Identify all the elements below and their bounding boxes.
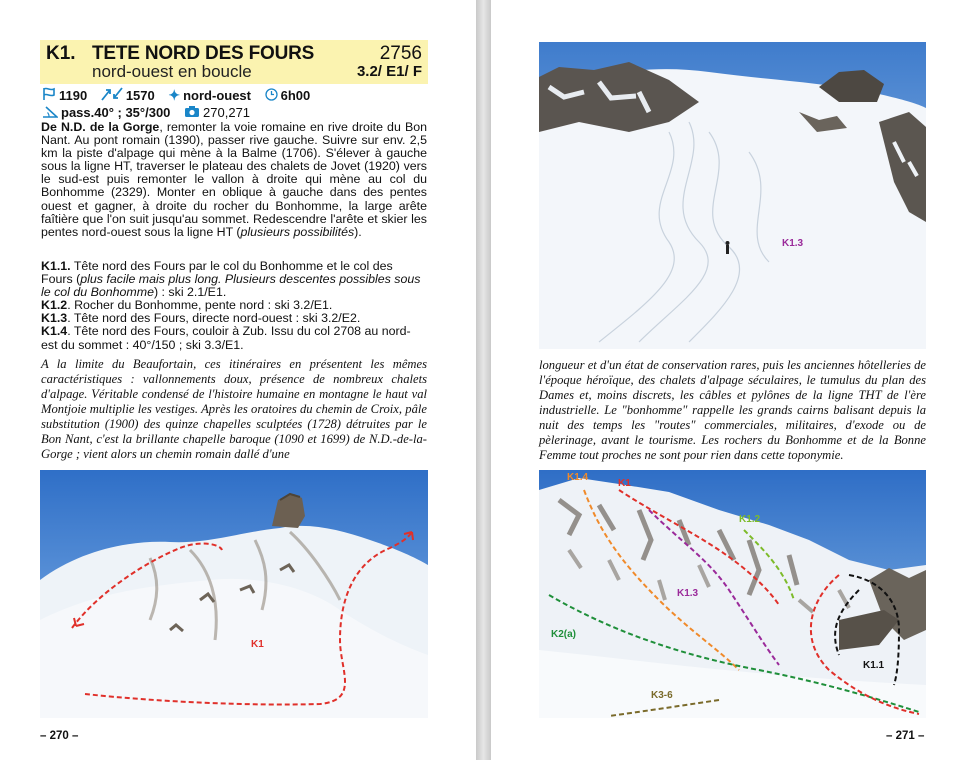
camera-icon: [184, 105, 200, 121]
elevation-gain: 1570: [125, 88, 155, 104]
route-title-band: [40, 40, 428, 84]
page-number-right: – 271 –: [886, 730, 925, 742]
photo-label-k1-3-top: K1.3: [782, 238, 804, 249]
route-meta-row-2: [42, 104, 250, 121]
clock-icon: [265, 88, 278, 104]
page-number-left: – 270 –: [40, 730, 79, 742]
history-text-left: A la limite du Beaufortain, ces itinéraires en présentent les mêmes caractéristiques : vallonnements doux, présence de nombreux chalets d'alpage. Véritable condensé de l'histoire humaine en montagne le haut val Montjoie multiplie les vestiges. Après les oratoires du chemin de Croix, pâle substitution (1900) des quinze chapelles sculptées (1728) détruites par le Bon Nant, c'est la brillante chapelle baroque (1090 et 1699) de N.D.-de-la-Gorge ; vient alors un chemin romain dallé d'une: [41, 357, 427, 461]
photo-label-k1-1: K1.1: [863, 660, 885, 671]
elevation-arrows-icon: [101, 87, 123, 104]
photo-label-k1-3: K1.3: [677, 588, 699, 599]
variant-item: K1.2. Rocher du Bonhomme, pente nord : ski 3.2/E1.: [41, 298, 333, 313]
photo-routes-overview: [539, 470, 926, 718]
route-title: TETE NORD DES FOURS: [92, 43, 315, 64]
route-description: De N.D. de la Gorge, remonter la voie romaine en rive droite du Bon Nant. Au pont romain (1390), passer rive gauche. Suivre sur env. 2,5 km la piste d'alpage qui mène à la Balme (1706). S'élever à gauche sous la ligne HT, traverser le plateau des chalets de Jovet (1920) vers le sud-est puis remonter le vallon à droite qui mène au col du Bonhomme (2329). Monter en oblique à gauche dans des pentes ouest et gagner, à droite du rocher du Bonhomme, la large arête faîtière que l'on suit jusqu'au sommet. Redescendre l'arête et skier les pentes nord-ouest sous la ligne HT (plusieurs possibilités).: [41, 120, 427, 239]
book-gutter: [476, 0, 491, 760]
history-text-right: longueur et d'un état de conservation rares, puis les anciennes hôtelleries de l'époque héroïque, des chalets d'alpage séculaires, le tumulus du plan des Dames et, moins discrets, les câbles et pylônes de la ligne THT de l'ère industrielle. Le "bonhomme" rappelle les grands cairns balisant depuis la nuit des temps les "routes" commerciales, militaires, d'exode ou de pèlerinage, avant le tourisme. Les rochers du Bonhomme et de la Bonne Femme tout proches ne sont pour rien dans cette toponymie.: [539, 358, 926, 462]
compass-star-icon: ✦: [168, 87, 181, 104]
photo-label-k1: K1: [618, 478, 631, 489]
slope-icon: [42, 104, 58, 121]
slope-info: pass.40° ; 35°/300: [61, 105, 171, 121]
variant-item: K1.1. Tête nord des Fours par le col du Bonhomme et le col des Fours (plus facile mais plus long. Plusieurs descentes possibles sous le col du Bonhomme) : ski 2.1/E1.: [41, 259, 421, 300]
route-variants: [41, 260, 427, 352]
duration: 6h00: [280, 88, 311, 104]
photo-label-k1-4: K1.4: [567, 472, 589, 483]
flag-icon: [42, 87, 56, 104]
photo-pages: 270,271: [203, 105, 251, 121]
variant-item: K1.3. Tête nord des Fours, directe nord-ouest : ski 3.2/E2.: [41, 311, 361, 326]
photo-k1-loop: [40, 470, 428, 718]
summit-altitude: 2756: [379, 43, 422, 64]
start-altitude: 1190: [59, 88, 88, 104]
route-subtitle: nord-ouest en boucle: [92, 62, 252, 81]
variant-item: K1.4. Tête nord des Fours, couloir à Zub. Issu du col 2708 au nord-est du sommet : 40°/150 ; ski 3.3/E1.: [41, 324, 411, 352]
photo-k1-3-descent: [539, 42, 926, 349]
photo-label-k2a: K2(a): [551, 629, 577, 640]
route-code: K1.: [46, 43, 76, 64]
photo-label-k3-6: K3-6: [651, 690, 673, 701]
photo-label-k1: K1: [251, 639, 264, 650]
route-grade: 3.2/ E1/ F: [356, 63, 422, 80]
description-start: De N.D. de la Gorge: [41, 120, 160, 134]
photo-label-k1-2: K1.2: [739, 514, 761, 525]
route-meta-row-1: [42, 87, 310, 104]
orientation: nord-ouest: [183, 88, 251, 104]
